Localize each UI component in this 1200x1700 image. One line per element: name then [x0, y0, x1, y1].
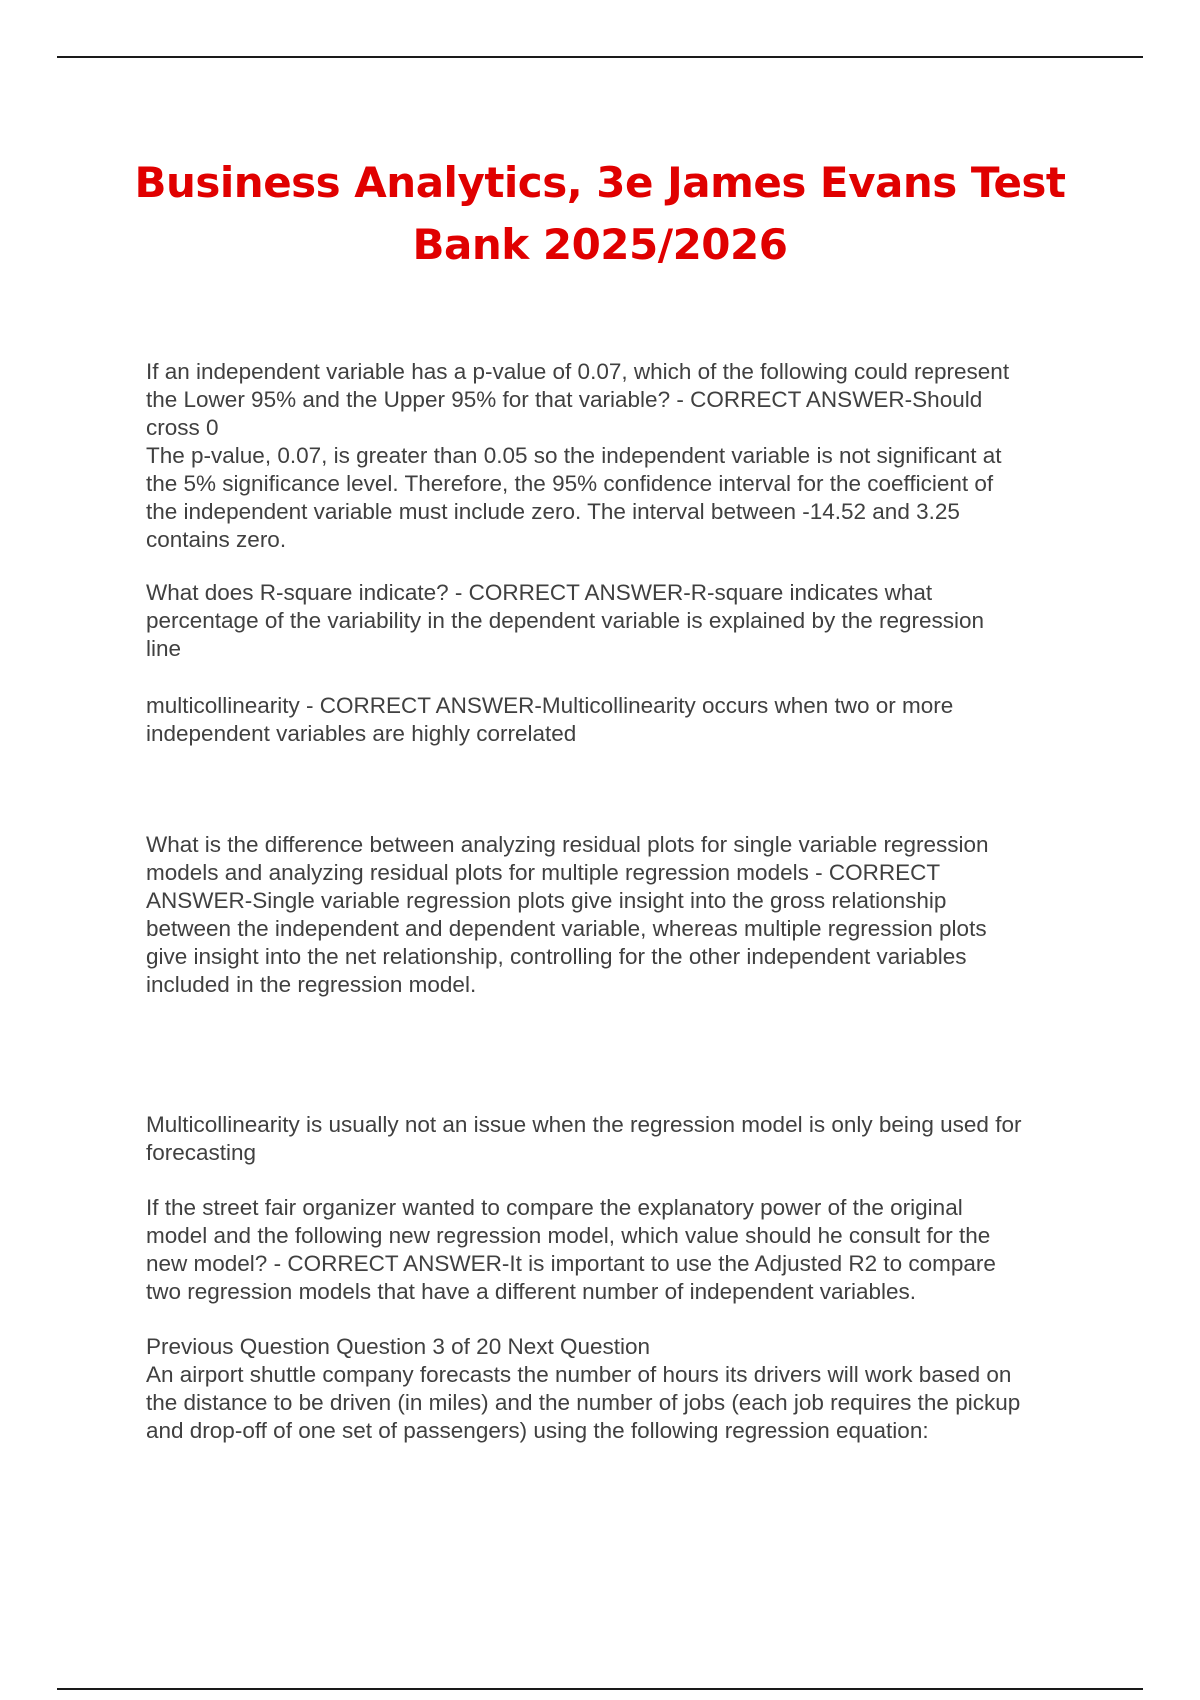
text-line: the independent variable must include zero. The interval between -14.52 and 3.25 — [146, 499, 960, 524]
top-rule — [57, 56, 1143, 58]
question-residual-plots — [146, 831, 1096, 999]
text-line: line — [146, 636, 182, 661]
text-line: What is the difference between analyzing residual plots for single variable regression — [146, 832, 989, 857]
question-airport-shuttle — [146, 1333, 1096, 1445]
text-line: What does R-square indicate? - CORRECT ANSWER-R-square indicates what — [146, 580, 933, 605]
title-line: Bank 2025/2026 — [412, 220, 788, 269]
text-line: contains zero. — [146, 527, 287, 552]
title-line: Business Analytics, 3e James Evans Test — [134, 158, 1066, 207]
question-adjusted-r2 — [146, 1194, 1096, 1306]
text-line: included in the regression model. — [146, 972, 477, 997]
text-line: independent variables are highly correlated — [146, 721, 577, 746]
text-line: ANSWER-Single variable regression plots give insight into the gross relationship — [146, 888, 947, 913]
text-line: the distance to be driven (in miles) and the number of jobs (each job requires the pickup — [146, 1390, 1021, 1415]
question-p-value-interval — [146, 358, 1096, 554]
question-r-square — [146, 579, 1096, 663]
text-line: two regression models that have a different number of independent variables. — [146, 1279, 917, 1304]
text-line: multicollinearity - CORRECT ANSWER-Multicollinearity occurs when two or more — [146, 693, 954, 718]
text-line: give insight into the net relationship, controlling for the other independent variables — [146, 944, 967, 969]
text-line: If the street fair organizer wanted to compare the explanatory power of the original — [146, 1195, 963, 1220]
text-line: and drop-off of one set of passengers) using the following regression equation: — [146, 1418, 929, 1443]
bottom-rule — [57, 1688, 1143, 1690]
text-line: forecasting — [146, 1140, 257, 1165]
text-line: cross 0 — [146, 415, 219, 440]
text-line: Multicollinearity is usually not an issue when the regression model is only being used for — [146, 1112, 1022, 1137]
text-line: the 5% significance level. Therefore, the 95% confidence interval for the coefficient of — [146, 471, 994, 496]
text-line: model and the following new regression model, which value should he consult for the — [146, 1223, 991, 1248]
text-line: percentage of the variability in the dependent variable is explained by the regression — [146, 608, 985, 633]
question-multicollinearity — [146, 692, 1096, 748]
text-line: Previous Question Question 3 of 20 Next Question — [146, 1334, 651, 1359]
text-line: models and analyzing residual plots for multiple regression models - CORRECT — [146, 860, 941, 885]
text-line: If an independent variable has a p-value of 0.07, which of the following could represent — [146, 359, 1010, 384]
statement-multicollinearity-forecasting — [146, 1111, 1096, 1167]
text-line: between the independent and dependent variable, whereas multiple regression plots — [146, 916, 987, 941]
text-line: An airport shuttle company forecasts the number of hours its drivers will work based on — [146, 1362, 1012, 1387]
text-line: new model? - CORRECT ANSWER-It is important to use the Adjusted R2 to compare — [146, 1251, 996, 1276]
document-title — [100, 152, 1100, 276]
text-line: The p-value, 0.07, is greater than 0.05 so the independent variable is not significant at — [146, 443, 1002, 468]
text-line: the Lower 95% and the Upper 95% for that variable? - CORRECT ANSWER-Should — [146, 387, 983, 412]
